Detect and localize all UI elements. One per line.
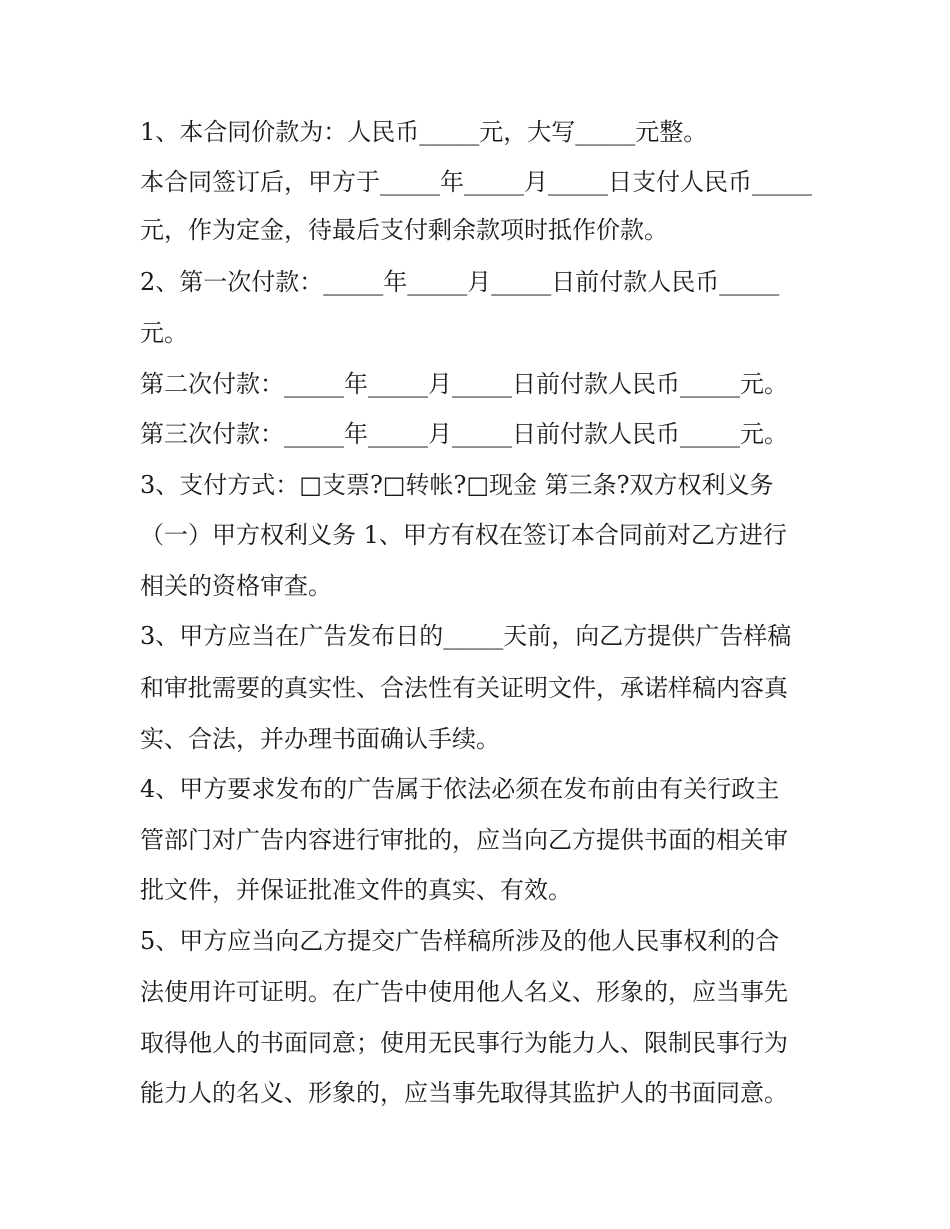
text-line: 第二次付款：_____年_____月_____日前付款人民币_____元。 [140,370,788,398]
text-line: 1、本合同价款为：人民币_____元，大写_____元整。 [140,118,708,146]
text-line: 和审批需要的真实性、合法性有关证明文件，承诺样稿内容真 [140,674,788,702]
text-line: 2、第一次付款：_____年_____月_____日前付款人民币_____ [140,268,780,296]
text-line: 3、甲方应当在广告发布日的_____天前，向乙方提供广告样稿 [140,622,792,650]
text-line: 批文件，并保证批准文件的真实、有效。 [140,876,572,904]
text-line: 第三次付款：_____年_____月_____日前付款人民币_____元。 [140,420,788,448]
text-line: （一）甲方权利义务 1、甲方有权在签订本合同前对乙方进行 [140,521,787,549]
text-line: 3、支付方式：□支票?□转帐?□现金 第三条?双方权利义务 [140,471,774,499]
text-line: 4、甲方要求发布的广告属于依法必须在发布前由有关行政主 [140,775,780,803]
text-line: 元。 [140,319,188,347]
text-line: 本合同签订后，甲方于_____年_____月_____日支付人民币_____ [140,168,812,196]
text-line: 实、合法，并办理书面确认手续。 [140,725,500,753]
text-line: 管部门对广告内容进行审批的，应当向乙方提供书面的相关审 [140,826,788,854]
text-line: 相关的资格审查。 [140,572,332,600]
text-line: 取得他人的书面同意；使用无民事行为能力人、限制民事行为 [140,1029,788,1057]
text-line: 能力人的名义、形象的，应当事先取得其监护人的书面同意。 [140,1079,788,1107]
text-line: 元，作为定金，待最后支付剩余款项时抵作价款。 [140,216,668,244]
text-line: 法使用许可证明。在广告中使用他人名义、形象的，应当事先 [140,978,788,1006]
text-line: 5、甲方应当向乙方提交广告样稿所涉及的他人民事权利的合 [140,927,780,955]
